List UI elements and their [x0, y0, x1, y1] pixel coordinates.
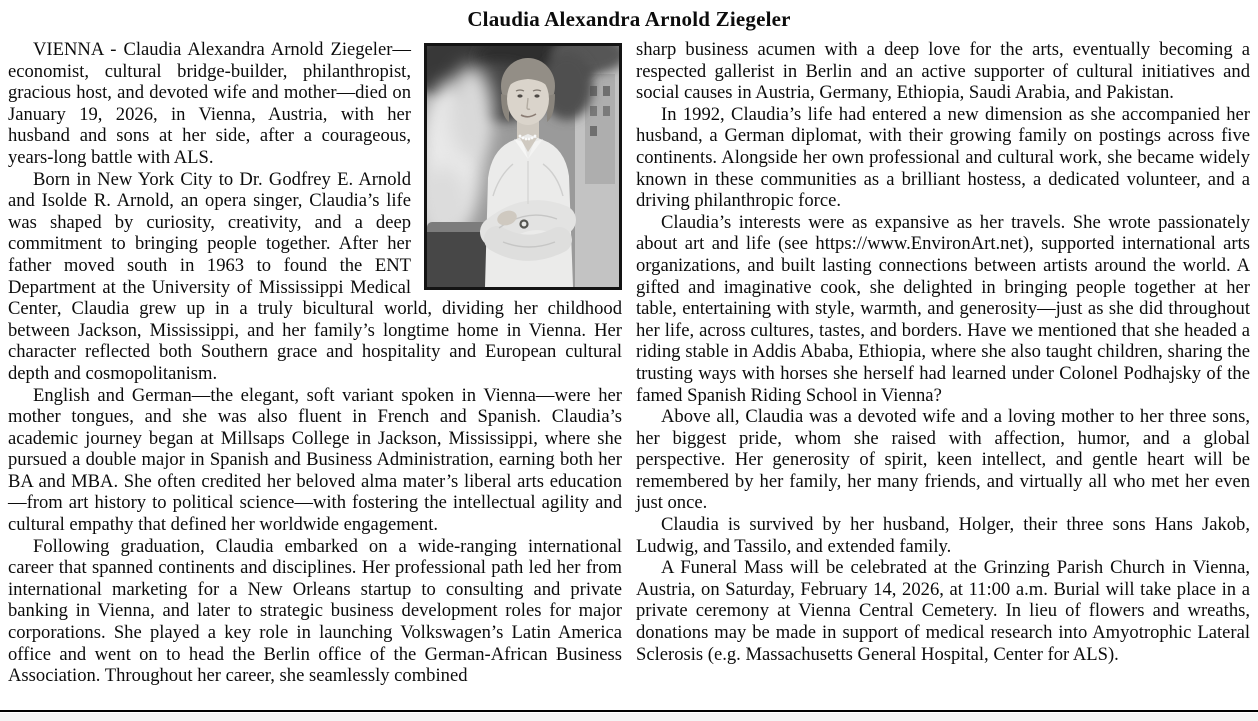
- paragraph: Above all, Claudia was a devoted wife and a loving mother to her three sons, her biggest pride, whom she raised with affection, humor, and a global perspective. Her generosity of spirit, keen intellect, and gentle heart will be remembered by her family, her many friends, and virtually all who met her even just once.: [636, 406, 1250, 514]
- footer-strip: [0, 713, 1258, 721]
- paragraph: English and German—the elegant, soft variant spoken in Vienna—were her mother tongues, and she was also fluent in French and Spanish. Claudia’s academic journey began at Millsaps College in Jackson, Mississippi, where she pursued a double major in Spanish and Business Administration, earning both her BA and MBA. She often credited her beloved alma mater’s liberal arts education—from art history to political science—with fostering the intellectual agility and cultural empathy that defined her worldwide engagement.: [8, 384, 622, 536]
- left-column: [8, 39, 622, 687]
- paragraph: A Funeral Mass will be celebrated at the Grinzing Parish Church in Vienna, Austria, on Saturday, February 14, 2026, at 11:00 a.m. Burial will take place in a private ceremony at Vienna Central Cemetery. In lieu of flowers and wreaths, donations may be made in support of medical research into Amyotrophic Lateral Sclerosis (e.g. Massachusetts General Hospital, Center for ALS).: [636, 557, 1250, 665]
- page-title: Claudia Alexandra Arnold Ziegeler: [467, 7, 791, 31]
- bottom-rule: [0, 710, 1258, 712]
- paragraph: In 1992, Claudia’s life had entered a new dimension as she accompanied her husband, a German diplomat, with their growing family on postings across five continents. Alongside her own professional and cultural work, she became widely known in these communities as a brilliant hostess, a dedicated volunteer, and a driving philanthropic force.: [636, 103, 1250, 212]
- paragraph: Claudia’s interests were as expansive as her travels. She wrote passionately about art and life (see https://www.EnvironArt.net), supported international arts organizations, and built lasting connections between artists around the world. A gifted and imaginative cook, she delighted in bringing people together at her table, entertaining with style, warmth, and generosity—just as she did throughout her life, across cultures, tastes, and borders. Have we mentioned that she headed a riding stable in Addis Ababa, Ethiopia, where she also taught children, sharing the trusting ways with horses she herself had learned under Colonel Podhajsky of the famed Spanish Riding School in Vienna?: [636, 211, 1250, 406]
- paragraph: Claudia is survived by her husband, Holger, their three sons Hans Jakob, Ludwig, and Tassilo, and extended family.: [636, 514, 1250, 557]
- paragraph: VIENNA - Claudia Alexandra Arnold Ziegeler—economist, cultural bridge-builder, philanthropist, gracious host, and devoted wife and mother—died on January 19, 2026, in Vienna, Austria, with her husband and sons at her side, after a courageous, years-long battle with ALS.: [8, 39, 411, 168]
- paragraph: Following graduation, Claudia embarked on a wide-ranging international career that spanned continents and disciplines. Her professional path led her from international marketing for a New Orleans startup to consulting and private banking in Vienna, and later to strategic business development roles for major corporations. She played a key role in launching Volkswagen’s Latin America office and went on to head the Berlin office of the German-African Business Association. Throughout her career, she seamlessly combined: [8, 535, 622, 687]
- paragraph: sharp business acumen with a deep love for the arts, eventually becoming a respected gallerist in Berlin and an active supporter of cultural initiatives and social causes in Austria, Germany, Ethiopia, Saudi Arabia, and Pakistan.: [636, 39, 1250, 104]
- article-columns: [0, 39, 1258, 687]
- portrait-illustration: [427, 46, 619, 287]
- portrait-photo: [424, 43, 622, 290]
- right-column: [636, 39, 1250, 687]
- paragraph: Born in New York City to Dr. Godfrey E. Arnold and Isolde R. Arnold, an opera singer, Claudia’s life was shaped by curiosity, creativity, and a deep commitment to bringing people together. After her father moved south in 1963 to found the ENT Department at the University of Mississippi Medical Center, Claudia grew up in a truly bicultural world, dividing her childhood between Jackson, Mississippi, and her family’s longtime home in Vienna. Her character reflected both Southern grace and hospitality and European cultural depth and cosmopolitanism.: [8, 168, 622, 384]
